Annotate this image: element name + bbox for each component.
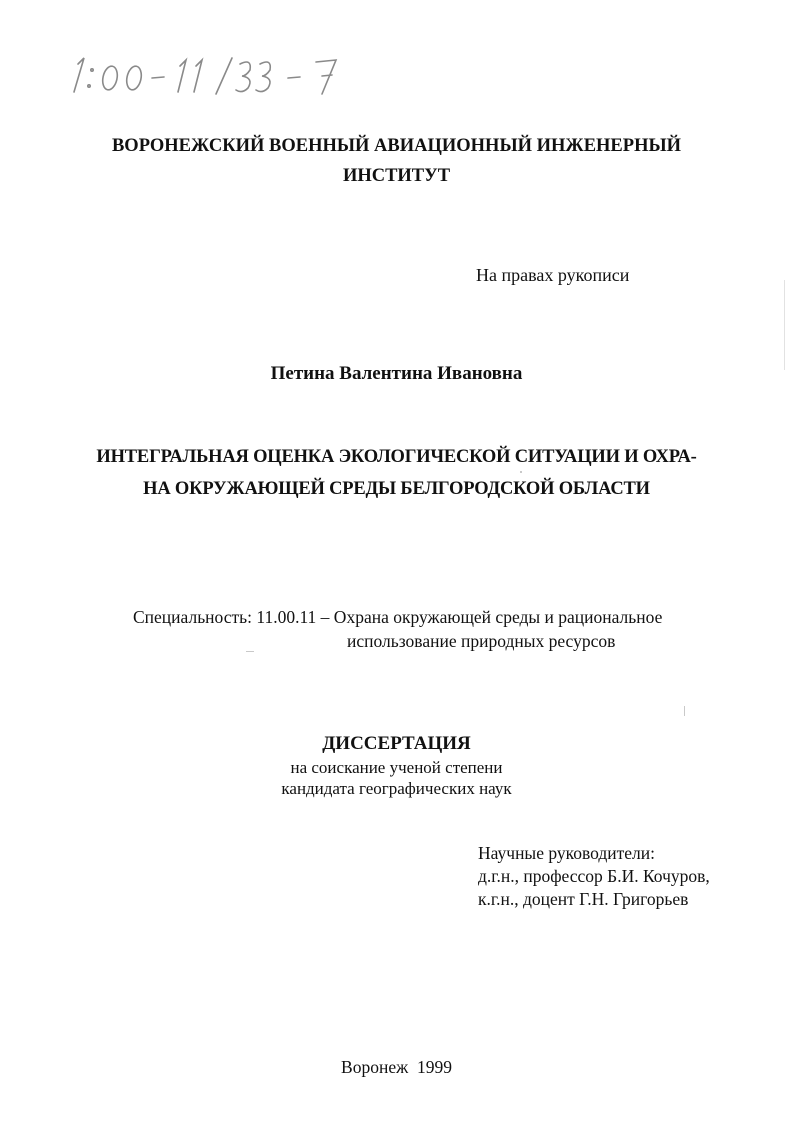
speciality-line-2: использование природных ресурсов: [347, 631, 616, 651]
dissertation-line-2: кандидата географических наук: [281, 779, 512, 798]
supervisors-block: [478, 842, 710, 911]
archive-mark-drawing: [60, 48, 350, 100]
scan-speck: [684, 706, 685, 716]
supervisor-1: д.г.н., профессор Б.И. Кочуров,: [478, 866, 710, 886]
thesis-title-line-1: ИНТЕГРАЛЬНАЯ ОЦЕНКА ЭКОЛОГИЧЕСКОЙ СИТУАЦИИ И ОХРА-: [96, 447, 697, 467]
supervisors-heading: Научные руководители:: [478, 843, 655, 863]
speciality-line-1: Специальность: 11.00.11 – Охрана окружающей среды и рациональное: [133, 607, 663, 627]
institute-name: [0, 131, 793, 191]
archive-handwritten-mark: [60, 48, 350, 100]
city-and-year: Воронеж 1999: [341, 1057, 452, 1077]
supervisor-2: к.г.н., доцент Г.Н. Григорьев: [478, 889, 689, 909]
dissertation-line-1: на соискание ученой степени: [290, 758, 503, 777]
thesis-title-line-2: НА ОКРУЖАЮЩЕЙ СРЕДЫ БЕЛГОРОДСКОЙ ОБЛАСТИ: [143, 479, 650, 499]
dissertation-heading: ДИССЕРТАЦИЯ: [322, 733, 471, 754]
thesis-title: [0, 441, 793, 505]
dissertation-block: [0, 733, 793, 799]
speciality: [133, 605, 662, 653]
institute-line-2: ИНСТИТУТ: [342, 166, 451, 186]
manuscript-rights-note: На правах рукописи: [476, 265, 630, 285]
institute-line-1: ВОРОНЕЖСКИЙ ВОЕННЫЙ АВИАЦИОННЫЙ ИНЖЕНЕРНЫЙ: [111, 136, 682, 156]
scan-speck: [784, 280, 785, 370]
author-name: Петина Валентина Ивановна: [270, 363, 523, 384]
